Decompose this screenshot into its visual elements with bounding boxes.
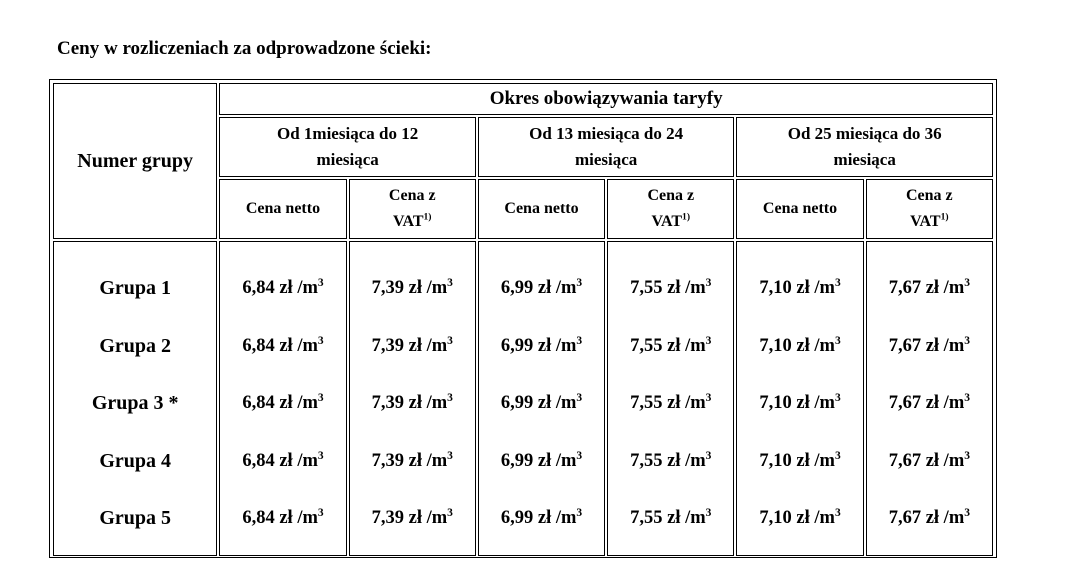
period-1-header xyxy=(219,117,476,177)
price-unit: zł /m xyxy=(667,278,706,298)
unit-exponent: 3 xyxy=(576,449,583,462)
price-value: 7,39 xyxy=(371,508,404,528)
unit-exponent: 3 xyxy=(576,276,583,289)
tariff-period-header: Okres obowiązywania taryfy xyxy=(219,83,993,115)
net-price-header: Cena netto xyxy=(736,179,863,239)
net-price-header: Cena netto xyxy=(219,179,346,239)
price-unit: zł /m xyxy=(279,393,318,413)
group-column-header: Numer grupy xyxy=(53,83,217,239)
price-unit: zł /m xyxy=(925,393,965,413)
price-value: 7,55 xyxy=(630,278,663,298)
unit-exponent: 3 xyxy=(834,334,841,347)
price-value: 7,55 xyxy=(630,335,663,356)
price-value: 7,10 xyxy=(759,335,792,356)
price-value: 7,10 xyxy=(759,450,792,471)
unit-exponent: 3 xyxy=(317,334,324,347)
unit-exponent: 3 xyxy=(834,449,841,462)
price-cell xyxy=(867,490,992,548)
price-unit: zł /m xyxy=(796,278,835,298)
price-cell xyxy=(608,260,733,318)
price-unit: zł /m xyxy=(796,335,835,356)
price-unit: zł /m xyxy=(279,335,318,356)
price-cell xyxy=(350,375,475,433)
price-column xyxy=(607,241,734,556)
price-unit: zł /m xyxy=(279,450,318,471)
unit-exponent: 3 xyxy=(317,506,324,519)
price-unit: zł /m xyxy=(667,450,706,471)
price-cell xyxy=(867,375,992,433)
price-unit: zł /m xyxy=(925,335,965,356)
price-value: 7,67 xyxy=(888,508,922,528)
unit-exponent: 3 xyxy=(447,391,453,404)
unit-exponent: 3 xyxy=(317,276,324,289)
period-3-header xyxy=(736,117,993,177)
vat-price-header: Cena z VAT$^{1)}$ xyxy=(349,179,476,239)
group-cell: Grupa 5 xyxy=(99,507,172,529)
group-column xyxy=(53,241,217,556)
price-unit: zł /m xyxy=(408,335,448,356)
price-value: 7,67 xyxy=(888,450,922,471)
vat-price-header: Cena z VAT$^{1)}$ xyxy=(607,179,734,239)
period-1-line1: Od 1miesiąca do 12 xyxy=(277,124,419,143)
price-unit: zł /m xyxy=(408,393,448,413)
price-unit: zł /m xyxy=(279,508,318,528)
price-value: 7,10 xyxy=(759,508,792,528)
price-cell xyxy=(737,318,862,376)
price-unit: zł /m xyxy=(925,508,965,528)
period-1-line2: miesiąca xyxy=(316,150,379,169)
price-cell xyxy=(479,375,604,433)
price-value: 7,39 xyxy=(371,335,404,356)
price-value: 6,99 xyxy=(500,450,534,471)
price-cell xyxy=(350,433,475,491)
price-unit: zł /m xyxy=(667,508,706,528)
price-cell xyxy=(737,490,862,548)
period-3-line2: miesiąca xyxy=(833,150,896,169)
price-value: 7,39 xyxy=(371,393,404,413)
price-cell xyxy=(867,318,992,376)
unit-exponent: 3 xyxy=(447,506,453,519)
price-cell xyxy=(479,433,604,491)
price-value: 7,67 xyxy=(888,278,922,298)
price-unit: zł /m xyxy=(667,335,706,356)
price-value: 6,99 xyxy=(500,393,534,413)
price-unit: zł /m xyxy=(537,393,577,413)
price-cell xyxy=(220,375,345,433)
group-cell: Grupa 3 * xyxy=(91,392,179,414)
price-value: 7,10 xyxy=(759,278,792,298)
price-cell xyxy=(608,490,733,548)
unit-exponent: 3 xyxy=(447,276,453,289)
price-unit: zł /m xyxy=(796,508,835,528)
period-2-header xyxy=(478,117,735,177)
price-unit: zł /m xyxy=(537,450,577,471)
price-value: 6,84 xyxy=(242,335,275,356)
price-cell xyxy=(479,260,604,318)
price-column xyxy=(736,241,863,556)
price-unit: zł /m xyxy=(279,278,318,298)
price-unit: zł /m xyxy=(537,508,577,528)
price-value: 7,39 xyxy=(371,450,404,471)
tariff-table xyxy=(51,81,995,558)
unit-exponent: 3 xyxy=(705,506,712,519)
price-value: 7,55 xyxy=(630,393,663,413)
price-cell xyxy=(350,490,475,548)
price-cell xyxy=(350,260,475,318)
unit-exponent: 3 xyxy=(964,276,970,289)
price-cell xyxy=(479,490,604,548)
price-cell xyxy=(220,260,345,318)
price-cell xyxy=(608,375,733,433)
price-unit: zł /m xyxy=(667,393,706,413)
unit-exponent: 3 xyxy=(705,449,712,462)
unit-exponent: 3 xyxy=(964,506,970,519)
price-value: 7,67 xyxy=(888,393,922,413)
price-value: 7,55 xyxy=(630,508,663,528)
unit-exponent: 3 xyxy=(317,391,324,404)
unit-exponent: 3 xyxy=(834,506,841,519)
price-unit: zł /m xyxy=(796,393,835,413)
group-cell: Grupa 2 xyxy=(99,334,172,357)
price-cell xyxy=(220,433,345,491)
price-value: 7,10 xyxy=(759,393,792,413)
unit-exponent: 3 xyxy=(964,449,970,462)
price-unit: zł /m xyxy=(537,278,577,298)
price-column xyxy=(478,241,605,556)
page-title: Ceny w rozliczeniach za odprowadzone ścieki: xyxy=(57,38,432,59)
unit-exponent: 3 xyxy=(576,391,583,404)
unit-exponent: 3 xyxy=(447,449,453,462)
unit-exponent: 3 xyxy=(834,276,841,289)
unit-exponent: 3 xyxy=(317,449,324,462)
price-unit: zł /m xyxy=(796,450,835,471)
price-column xyxy=(219,241,346,556)
price-cell xyxy=(737,375,862,433)
price-cell xyxy=(220,490,345,548)
net-price-header: Cena netto xyxy=(478,179,605,239)
price-value: 7,55 xyxy=(630,450,663,471)
price-column xyxy=(349,241,476,556)
price-cell xyxy=(608,318,733,376)
price-column xyxy=(866,241,993,556)
price-unit: zł /m xyxy=(925,450,965,471)
price-unit: zł /m xyxy=(408,278,448,298)
group-cell: Grupa 1 xyxy=(99,277,172,299)
unit-exponent: 3 xyxy=(705,276,712,289)
price-value: 6,99 xyxy=(500,335,534,356)
price-cell xyxy=(867,433,992,491)
tariff-table-frame xyxy=(49,79,997,558)
period-2-line1: Od 13 miesiąca do 24 xyxy=(529,124,684,143)
unit-exponent: 3 xyxy=(705,391,712,404)
price-cell xyxy=(350,318,475,376)
price-value: 6,84 xyxy=(242,278,275,298)
vat-price-header: Cena z VAT$^{1)}$ xyxy=(866,179,993,239)
price-unit: zł /m xyxy=(537,335,577,356)
price-cell xyxy=(608,433,733,491)
price-cell xyxy=(220,318,345,376)
price-value: 6,84 xyxy=(242,450,275,471)
price-value: 6,84 xyxy=(242,393,275,413)
period-3-line1: Od 25 miesiąca do 36 xyxy=(787,124,942,143)
price-value: 6,99 xyxy=(500,278,534,298)
price-cell xyxy=(479,318,604,376)
unit-exponent: 3 xyxy=(964,391,970,404)
unit-exponent: 3 xyxy=(576,334,583,347)
unit-exponent: 3 xyxy=(834,391,841,404)
price-value: 6,84 xyxy=(242,508,275,528)
unit-exponent: 3 xyxy=(447,334,453,347)
price-unit: zł /m xyxy=(408,450,448,471)
price-unit: zł /m xyxy=(925,278,965,298)
price-unit: zł /m xyxy=(408,508,448,528)
group-cell: Grupa 4 xyxy=(99,449,172,472)
price-value: 7,67 xyxy=(888,335,922,356)
unit-exponent: 3 xyxy=(964,334,970,347)
price-cell xyxy=(737,433,862,491)
unit-exponent: 3 xyxy=(576,506,583,519)
price-cell xyxy=(737,260,862,318)
price-value: 6,99 xyxy=(500,508,534,528)
period-2-line2: miesiąca xyxy=(574,150,638,169)
price-cell xyxy=(867,260,992,318)
price-value: 7,39 xyxy=(371,278,404,298)
unit-exponent: 3 xyxy=(705,334,712,347)
